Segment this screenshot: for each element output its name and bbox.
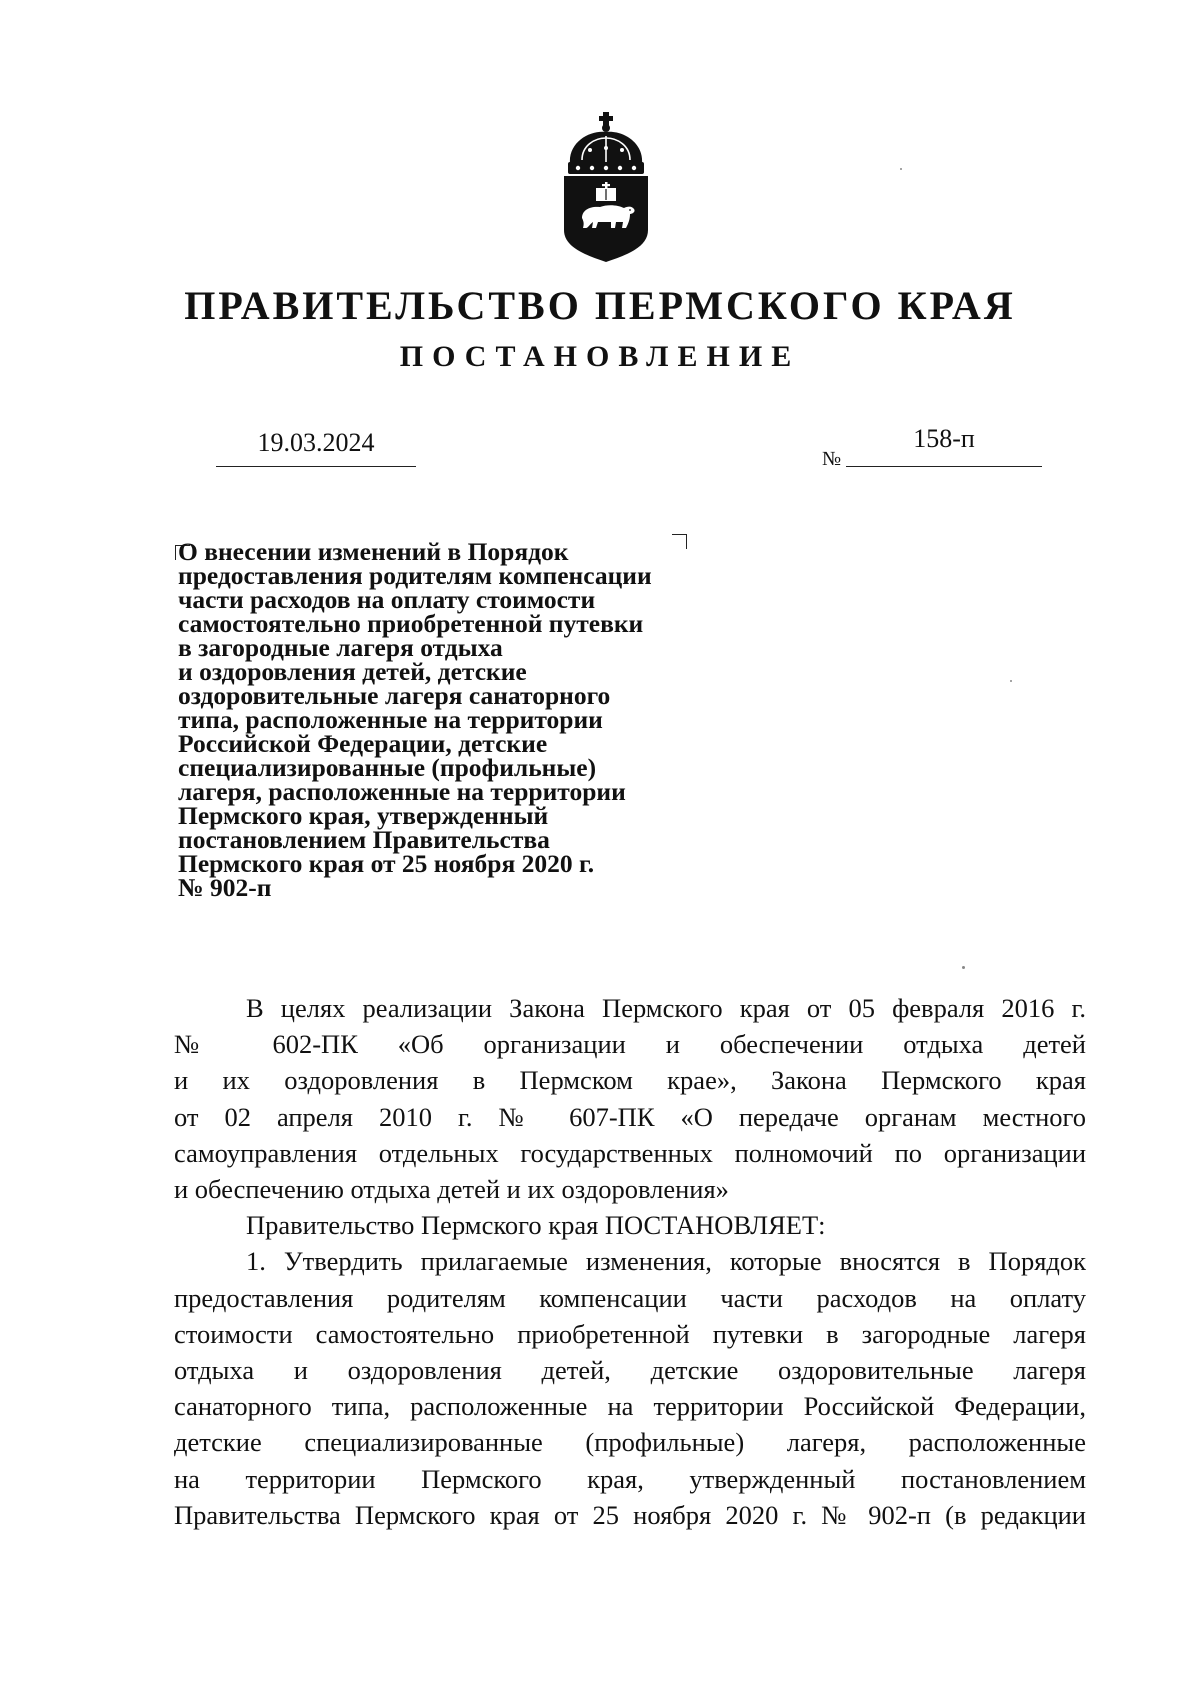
subject-line: № 902-п (178, 873, 272, 902)
date-underline (216, 466, 416, 467)
subject-line: предоставления родителям компенсации (178, 561, 652, 590)
subject-line: Российской Федерации, детские (178, 729, 548, 758)
item-1-line: стоимости самостоятельно приобретенной путевки в загородные лагеря (174, 1318, 1086, 1349)
resolves-line: Правительство Пермского края ПОСТАНОВЛЯЕТ: (246, 1210, 826, 1241)
item-1-line: санаторного типа, расположенные на территории Российской Федерации, (174, 1391, 1086, 1422)
subject-line: Пермского края от 25 ноября 2020 г. (178, 849, 595, 878)
subject-line: О внесении изменений в Порядок (178, 537, 569, 566)
subject-line: в загородные лагеря отдыха (178, 633, 503, 662)
document-number: 158-п (913, 424, 975, 453)
item-1-line: детские специализированные (профильные) лагеря, расположенные (174, 1427, 1086, 1458)
subject-line: постановлением Правительства (178, 825, 550, 854)
subject-line: типа, расположенные на территории (178, 705, 603, 734)
scan-speck (900, 168, 902, 170)
preamble-paragraph (174, 990, 1086, 1207)
preamble-line: и их оздоровления в Пермском крае», Закона Пермского края (174, 1065, 1086, 1096)
resolves-paragraph (174, 1207, 1086, 1243)
preamble-line: В целях реализации Закона Пермского края от 05 февраля 2016 г. (246, 993, 1086, 1023)
item-1-line: 1. Утвердить прилагаемые изменения, которые вносятся в Порядок (246, 1246, 1086, 1277)
document-type-title: ПОСТАНОВЛЕНИЕ (399, 340, 801, 373)
subject-line: части расходов на оплату стоимости (178, 585, 596, 614)
preamble-line: от 02 апреля 2010 г. № 607-ПК «О передаче органам местного (174, 1101, 1086, 1132)
item-1-paragraph (174, 1243, 1086, 1533)
document-date: 19.03.2024 (257, 428, 375, 457)
item-1-line: предоставления родителям компенсации части расходов на оплату (174, 1282, 1086, 1313)
subject-line: специализированные (профильные) (178, 753, 597, 782)
document-body (174, 990, 1086, 1533)
subject-line: и оздоровления детей, детские (178, 657, 527, 686)
preamble-line: самоуправления отдельных государственных полномочий по организации (174, 1137, 1086, 1168)
government-title: ПРАВИТЕЛЬСТВО ПЕРМСКОГО КРАЯ (184, 283, 1016, 328)
item-1-line: Правительства Пермского края от 25 ноября 2020 г. № 902-п (в редакции (174, 1499, 1086, 1530)
subject-line: самостоятельно приобретенной путевки (178, 609, 644, 638)
document-subject (178, 537, 738, 902)
number-underline (846, 466, 1042, 467)
perm-krai-coat-of-arms-icon (560, 112, 652, 264)
item-1-line: отдыха и оздоровления детей, детские оздоровительные лагеря (174, 1355, 1086, 1386)
scan-speck (962, 966, 965, 969)
scan-speck (1010, 680, 1012, 682)
preamble-line: и обеспечению отдыха детей и их оздоровления» (174, 1174, 729, 1205)
subject-line: Пермского края, утвержденный (178, 801, 549, 830)
subject-line: оздоровительные лагеря санаторного (178, 681, 611, 710)
subject-line: лагеря, расположенные на территории (178, 777, 626, 806)
number-sign: № (822, 448, 842, 470)
preamble-line: № 602-ПК «Об организации и обеспечении отдыха детей (174, 1029, 1086, 1060)
item-1-line: на территории Пермского края, утвержденный постановлением (174, 1463, 1086, 1494)
